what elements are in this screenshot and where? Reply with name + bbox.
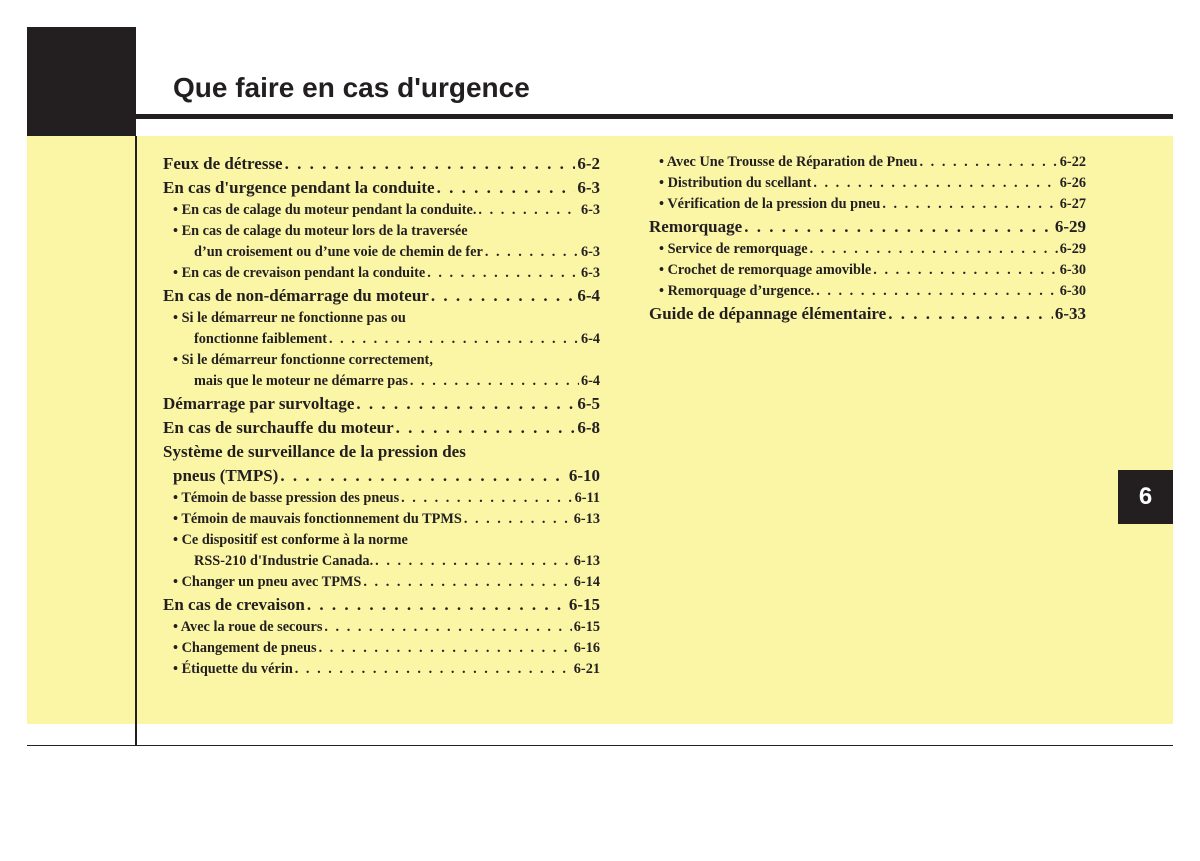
toc-entry-tpms[interactable] <box>163 464 600 488</box>
dot-leader <box>888 302 1053 326</box>
toc-entry-label: • Vérification de la pression du pneu <box>659 196 881 212</box>
dot-leader <box>920 152 1058 173</box>
chapter-corner-block <box>27 27 136 136</box>
toc-entry-label: • Étiquette du vérin <box>173 661 293 677</box>
toc-page-number: 6-5 <box>577 394 600 413</box>
toc-page-number: 6-4 <box>580 373 600 389</box>
dot-leader <box>485 242 579 263</box>
toc-entry-label: En cas de surchauffe du moteur <box>163 418 394 437</box>
toc-page-number: 6-21 <box>573 661 600 677</box>
dot-leader <box>431 284 575 308</box>
dot-leader <box>410 371 579 392</box>
toc-page-number: 6-11 <box>574 490 600 506</box>
toc-page-number: 6-8 <box>577 418 600 437</box>
toc-subentry-starter-ok[interactable] <box>163 371 600 392</box>
toc-page-number: 6-13 <box>573 553 600 569</box>
toc-page-number: 6-3 <box>577 178 600 197</box>
dot-leader <box>295 659 572 680</box>
toc-entry-emergency-driving[interactable] <box>163 176 600 200</box>
dot-leader <box>375 551 572 572</box>
toc-entry-tpms-line1[interactable]: Système de surveillance de la pression des <box>163 442 466 461</box>
dot-leader <box>396 416 576 440</box>
page-title: Que faire en cas d'urgence <box>173 72 530 103</box>
toc-subentry-repair-kit[interactable] <box>649 152 1086 173</box>
toc-page-number: 6-14 <box>573 574 600 590</box>
dot-leader <box>744 215 1053 239</box>
toc-entry-label: • En cas de calage du moteur pendant la conduite. <box>173 202 477 218</box>
toc-page-number: 6-3 <box>580 265 600 281</box>
toc-page-number: 6-2 <box>577 154 600 173</box>
toc-page-number: 6-29 <box>1059 241 1086 257</box>
dot-leader <box>873 260 1057 281</box>
toc-page-number: 6-13 <box>573 511 600 527</box>
toc-subentry-flat-tire-driving[interactable] <box>163 263 600 284</box>
toc-subentry-jack-label[interactable] <box>163 659 600 680</box>
toc-subentry-engine-stall-crossing[interactable] <box>163 242 600 263</box>
toc-entry-label: • Avec Une Trousse de Réparation de Pneu <box>659 154 918 170</box>
toc-entry-label: Démarrage par survoltage <box>163 394 355 413</box>
toc-page-number: 6-30 <box>1059 262 1086 278</box>
toc-entry-label: pneus (TMPS) <box>173 466 279 485</box>
toc-page-number: 6-15 <box>568 595 600 614</box>
toc-page-number: 6-30 <box>1059 283 1086 299</box>
toc-subentry-starter-ok-line1[interactable]: • Si le démarreur fonctionne correctement, <box>173 352 433 368</box>
toc-page-number: 6-4 <box>580 331 600 347</box>
dot-leader <box>810 239 1058 260</box>
vertical-divider <box>135 136 137 746</box>
toc-entry-label: • Changer un pneu avec TPMS <box>173 574 362 590</box>
toc-column-right <box>649 152 1086 326</box>
toc-subentry-tow-hook[interactable] <box>649 260 1086 281</box>
dot-leader <box>280 464 567 488</box>
toc-entry-label: • En cas de crevaison pendant la conduite <box>173 265 426 281</box>
toc-entry-troubleshooting[interactable] <box>649 302 1086 326</box>
toc-entry-label: En cas de crevaison <box>163 595 305 614</box>
toc-entry-label: • Avec la roue de secours <box>173 619 323 635</box>
toc-subentry-pressure-check[interactable] <box>649 194 1086 215</box>
toc-page-number: 6-26 <box>1059 175 1086 191</box>
title-underline <box>136 114 1173 119</box>
toc-subentry-change-tire-tpms[interactable] <box>163 572 600 593</box>
toc-page-number: 6-29 <box>1054 217 1086 236</box>
toc-subentry-engine-stall-driving[interactable] <box>163 200 600 221</box>
toc-entry-label: En cas de non-démarrage du moteur <box>163 286 429 305</box>
toc-page-number: 6-33 <box>1054 304 1086 323</box>
toc-entry-jump-start[interactable] <box>163 392 600 416</box>
dot-leader <box>464 509 572 530</box>
toc-entry-label: mais que le moteur ne démarre pas <box>194 373 408 389</box>
dot-leader <box>319 638 572 659</box>
toc-entry-towing[interactable] <box>649 215 1086 239</box>
toc-entry-label: • Témoin de basse pression des pneus <box>173 490 400 506</box>
toc-entry-engine-overheat[interactable] <box>163 416 600 440</box>
toc-entry-label: • Témoin de mauvais fonctionnement du TPMS <box>173 511 462 527</box>
dot-leader <box>307 593 567 617</box>
toc-page-number: 6-10 <box>568 466 600 485</box>
toc-entry-flat-tire[interactable] <box>163 593 600 617</box>
toc-page-number: 6-27 <box>1059 196 1086 212</box>
toc-entry-label: Guide de dépannage élémentaire <box>649 304 887 323</box>
dot-leader <box>427 263 579 284</box>
dot-leader <box>437 176 576 200</box>
toc-subentry-rss210[interactable] <box>163 551 600 572</box>
toc-entry-label: fonctionne faiblement <box>194 331 328 347</box>
toc-subentry-low-pressure-light[interactable] <box>163 488 600 509</box>
toc-page-number: 6-3 <box>580 202 600 218</box>
toc-subentry-tire-change[interactable] <box>163 638 600 659</box>
bottom-divider <box>27 745 1173 746</box>
toc-subentry-starter-weak-line1[interactable]: • Si le démarreur ne fonctionne pas ou <box>173 310 406 326</box>
left-margin-panel <box>27 136 135 724</box>
toc-entry-label: RSS-210 d'Industrie Canada. <box>194 553 374 569</box>
toc-entry-label: • Distribution du scellant <box>659 175 812 191</box>
toc-subentry-spare-wheel[interactable] <box>163 617 600 638</box>
dot-leader <box>329 329 579 350</box>
toc-subentry-sealant[interactable] <box>649 173 1086 194</box>
toc-subentry-tpms-malfunction[interactable] <box>163 509 600 530</box>
toc-entry-label: • Crochet de remorquage amovible <box>659 262 872 278</box>
toc-subentry-starter-weak[interactable] <box>163 329 600 350</box>
toc-page-number: 6-15 <box>573 619 600 635</box>
toc-page-number: 6-3 <box>580 244 600 260</box>
dot-leader <box>324 617 571 638</box>
dot-leader <box>363 572 571 593</box>
dot-leader <box>356 392 575 416</box>
toc-page-number: 6-22 <box>1059 154 1086 170</box>
toc-column-left <box>163 152 600 680</box>
toc-page-number: 6-4 <box>577 286 600 305</box>
toc-entry-label: d’un croisement ou d’une voie de chemin de fer <box>194 244 483 260</box>
toc-entry-hazard-lights[interactable] <box>163 152 600 176</box>
dot-leader <box>816 281 1058 302</box>
chapter-tab[interactable]: 6 <box>1118 470 1173 524</box>
toc-subentry-engine-stall-crossing-line1[interactable]: • En cas de calage du moteur lors de la traversée <box>173 223 468 239</box>
toc-subentry-rss210-line1[interactable]: • Ce dispositif est conforme à la norme <box>173 532 408 548</box>
toc-entry-label: Feux de détresse <box>163 154 283 173</box>
toc-subentry-towing-service[interactable] <box>649 239 1086 260</box>
dot-leader <box>813 173 1057 194</box>
toc-entry-label: Remorquage <box>649 217 743 236</box>
toc-entry-label: • Service de remorquage <box>659 241 808 257</box>
toc-entry-label: En cas d'urgence pendant la conduite <box>163 178 435 197</box>
dot-leader <box>285 152 576 176</box>
toc-entry-label: • Remorquage d’urgence. <box>659 283 815 299</box>
toc-subentry-emergency-towing[interactable] <box>649 281 1086 302</box>
toc-page-number: 6-16 <box>573 640 600 656</box>
dot-leader <box>401 488 572 509</box>
dot-leader <box>478 200 579 221</box>
toc-entry-engine-no-start[interactable] <box>163 284 600 308</box>
toc-entry-label: • Changement de pneus <box>173 640 317 656</box>
dot-leader <box>882 194 1057 215</box>
